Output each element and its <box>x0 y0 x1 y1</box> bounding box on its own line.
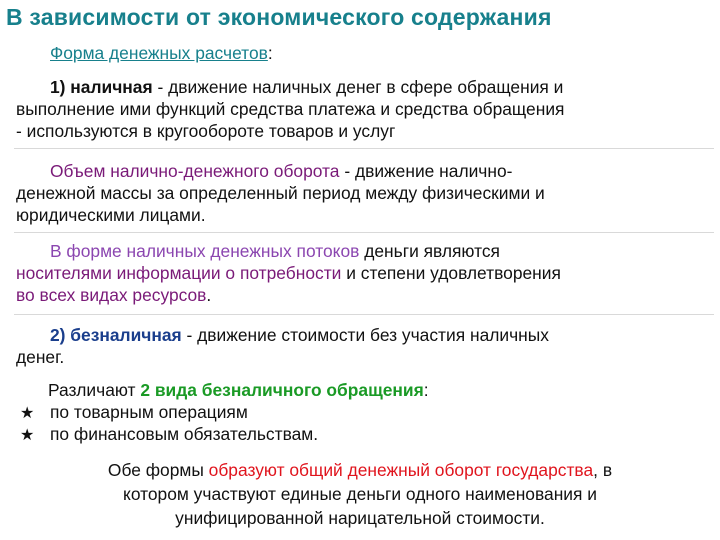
noncash-paragraph <box>0 324 720 368</box>
noncash-line1: - движение стоимости без участия наличных <box>181 325 549 345</box>
flows-line1: деньги являются <box>359 241 500 261</box>
flows-carriers: носителями информации о потребности <box>16 263 342 283</box>
star-bullet-icon: ★ <box>20 405 35 422</box>
divider <box>14 314 714 315</box>
kind-item-label: по финансовым обязательствам. <box>50 424 319 444</box>
flows-line3: во всех видах ресурсов <box>16 285 207 305</box>
kinds-section <box>0 379 720 445</box>
cash-line3: - используются в кругообороте товаров и услуг <box>16 121 396 141</box>
form-label: Форма денежных расчетов <box>50 43 268 63</box>
list-item <box>0 401 720 423</box>
volume-line2: денежной массы за определенный период между физическими и <box>16 183 545 203</box>
summary-highlight: образуют общий денежный оборот государства <box>208 460 594 480</box>
page-title: В зависимости от экономического содержания <box>6 4 552 30</box>
flows-term: В форме наличных денежных потоков <box>50 241 360 261</box>
cash-paragraph <box>0 76 720 142</box>
volume-line3: юридическими лицами. <box>16 205 206 225</box>
volume-paragraph <box>0 160 720 226</box>
flows-line3-end: . <box>206 285 212 305</box>
summary-end: , в <box>593 460 613 480</box>
cash-line1: - движение наличных денег в сфере обращения и <box>152 77 564 97</box>
volume-line1: - движение налично- <box>339 161 513 181</box>
divider <box>14 232 714 233</box>
kinds-highlight: 2 вида безналичного обращения <box>140 380 424 400</box>
summary-line3: унифицированной нарицательной стоимости. <box>175 508 545 528</box>
noncash-term: 2) безналичная <box>50 325 182 345</box>
kinds-colon: : <box>423 380 429 400</box>
form-colon: : <box>267 43 273 63</box>
summary-start: Обе формы <box>107 460 209 480</box>
cash-term: 1) наличная <box>50 77 153 97</box>
summary-paragraph <box>0 458 720 530</box>
flows-line2: и степени удовлетворения <box>341 263 561 283</box>
volume-term: Объем налично-денежного оборота <box>50 161 340 181</box>
cash-line2: выполнение ими функций средства платежа и средства обращения <box>16 99 565 119</box>
flows-paragraph <box>0 240 720 306</box>
kinds-intro: Различают <box>48 380 141 400</box>
noncash-line2: денег. <box>16 347 65 367</box>
form-heading <box>0 42 720 64</box>
star-bullet-icon: ★ <box>20 427 35 444</box>
divider <box>14 148 714 149</box>
list-item <box>0 423 720 445</box>
summary-line2: котором участвуют единые деньги одного наименования и <box>123 484 597 504</box>
kind-item-label: по товарным операциям <box>50 402 248 422</box>
